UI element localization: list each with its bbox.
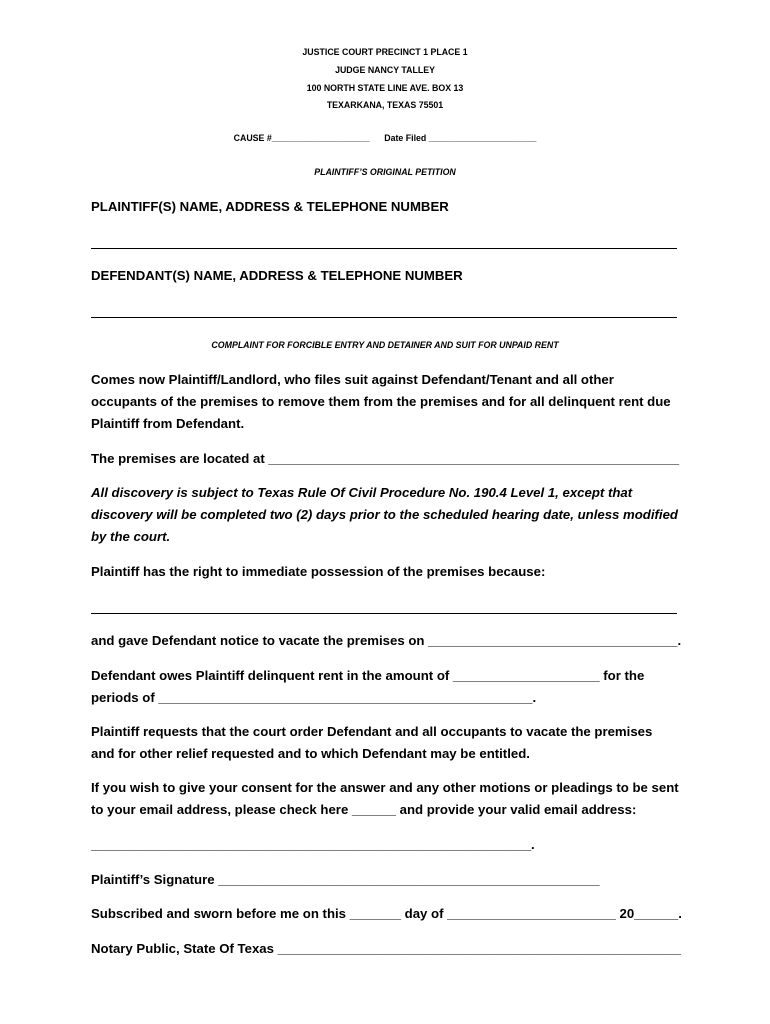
possession-line: Plaintiff has the right to immediate possession of the premises because: [91,564,546,579]
defendant-info-blank [91,317,677,318]
premises-line: The premises are located at ________________________________________________________ [91,451,680,466]
notice-line: and gave Defendant notice to vacate the premises on __________________________________. [91,633,682,648]
plaintiff-info-blank [91,248,677,249]
request-line-2: and for other relief requested and to which Defendant may be entitled. [91,746,530,761]
discovery-line-3: by the court. [91,529,171,544]
signature-line: Plaintiff’s Signature ____________________________________________________ [91,872,600,887]
request-line-1: Plaintiff requests that the court order Defendant and all occupants to vacate the premises [91,724,653,739]
possession-reason-blank [91,613,677,614]
email-address-blank: ____________________________________________________________. [91,837,535,852]
rent-line-2: periods of ___________________________________________________. [91,690,537,705]
notary-line: Notary Public, State Of Texas _______________________________________________________ [91,941,682,956]
judge-name: JUDGE NANCY TALLEY [335,65,435,75]
email-consent-line-1: If you wish to give your consent for the answer and any other motions or pleadings to be sent [91,780,679,795]
discovery-line-2: discovery will be completed two (2) days prior to the scheduled hearing date, unless modified [91,507,678,522]
court-address-city: TEXARKANA, TEXAS 75501 [326,100,444,110]
court-address-street: 100 NORTH STATE LINE AVE. BOX 13 [306,83,464,93]
plaintiff-label: PLAINTIFF(S) NAME, ADDRESS & TELEPHONE NUMBER [91,199,449,214]
intro-line-3: Plaintiff from Defendant. [91,416,245,431]
defendant-label: DEFENDANT(S) NAME, ADDRESS & TELEPHONE NUMBER [91,268,463,283]
discovery-line-1: All discovery is subject to Texas Rule Of Civil Procedure No. 190.4 Level 1, except that [91,485,633,500]
petition-title: PLAINTIFF’S ORIGINAL PETITION [314,167,456,177]
complaint-title: COMPLAINT FOR FORCIBLE ENTRY AND DETAINER AND SUIT FOR UNPAID RENT [211,340,559,350]
court-name: JUSTICE COURT PRECINCT 1 PLACE 1 [302,47,468,57]
sworn-line: Subscribed and sworn before me on this _______ day of _______________________ 20______. [91,906,682,921]
intro-line-2: occupants of the premises to remove them from the premises and for all delinquent rent due [91,394,671,409]
email-consent-line-2: to your email address, please check here ______ and provide your valid email address: [91,802,637,817]
cause-and-date-line: CAUSE #____________________ Date Filed ______________________ [233,133,537,143]
intro-line-1: Comes now Plaintiff/Landlord, who files suit against Defendant/Tenant and all other [91,372,614,387]
rent-line-1: Defendant owes Plaintiff delinquent rent in the amount of ____________________ for the [91,668,645,683]
